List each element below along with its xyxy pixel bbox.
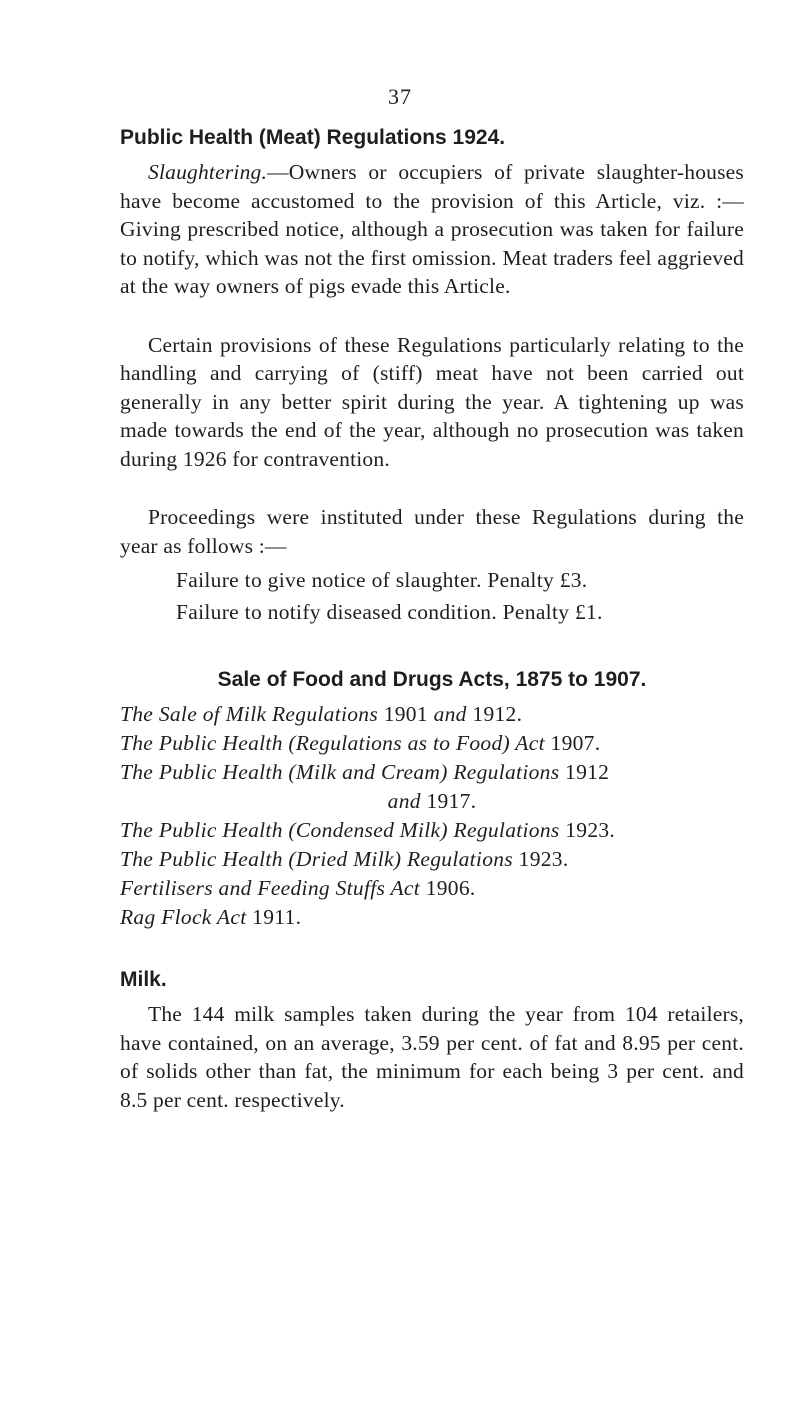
act-item: The Public Health (Milk and Cream) Regulations 1912 and 1917. bbox=[120, 760, 610, 813]
act-item: The Public Health (Dried Milk) Regulations 1923. bbox=[120, 847, 569, 871]
meat-regulations-heading: Public Health (Meat) Regulations 1924. bbox=[120, 126, 506, 149]
milk-paragraph: The 144 milk samples taken during the year from 104 retailers, have contained, on an average, 3.59 per cent. of fat and 8.95 per cent. of solids other than fat, the minimum for each being 3 per cent. and 8.5 per cent. respectively. bbox=[120, 1002, 744, 1112]
act-item: The Public Health (Regulations as to Food) Act 1907. bbox=[120, 731, 601, 755]
slaughtering-text: —Owners or occupiers of private slaughter-houses have become accustomed to the provision of this Article, viz. :—Giving prescribed notice, although a prosecution was taken for failure to notify, which was not the first omission. Meat traders feel aggrieved at the way owners of pigs evade this Article. bbox=[120, 160, 744, 298]
slaughtering-paragraph bbox=[120, 158, 744, 301]
penalty-item: Failure to give notice of slaughter. Penalty £3. bbox=[176, 568, 588, 592]
act-item: Rag Flock Act 1911. bbox=[120, 905, 302, 929]
act-item: The Public Health (Condensed Milk) Regulations 1923. bbox=[120, 818, 616, 842]
penalty-item: Failure to notify diseased condition. Penalty £1. bbox=[176, 600, 603, 624]
slaughtering-title: Slaughtering. bbox=[148, 160, 268, 184]
act-item: Fertilisers and Feeding Stuffs Act 1906. bbox=[120, 876, 476, 900]
meat-handling-paragraph: Certain provisions of these Regulations particularly relating to the handling and carrying of (stiff) meat have not been carried out generally in any better spirit during the year. A tightening up was made towards the end of the year, although no prosecution was taken during 1926 for contravention. bbox=[120, 332, 744, 471]
page-content bbox=[120, 124, 744, 1114]
food-drugs-acts-heading: Sale of Food and Drugs Acts, 1875 to 1907. bbox=[217, 668, 647, 691]
page-number: 37 bbox=[388, 84, 412, 109]
act-item: The Sale of Milk Regulations 1901 and 1912. bbox=[120, 702, 523, 726]
milk-heading: Milk. bbox=[120, 968, 167, 991]
proceedings-paragraph: Proceedings were instituted under these Regulations during the year as follows :— bbox=[120, 505, 744, 558]
